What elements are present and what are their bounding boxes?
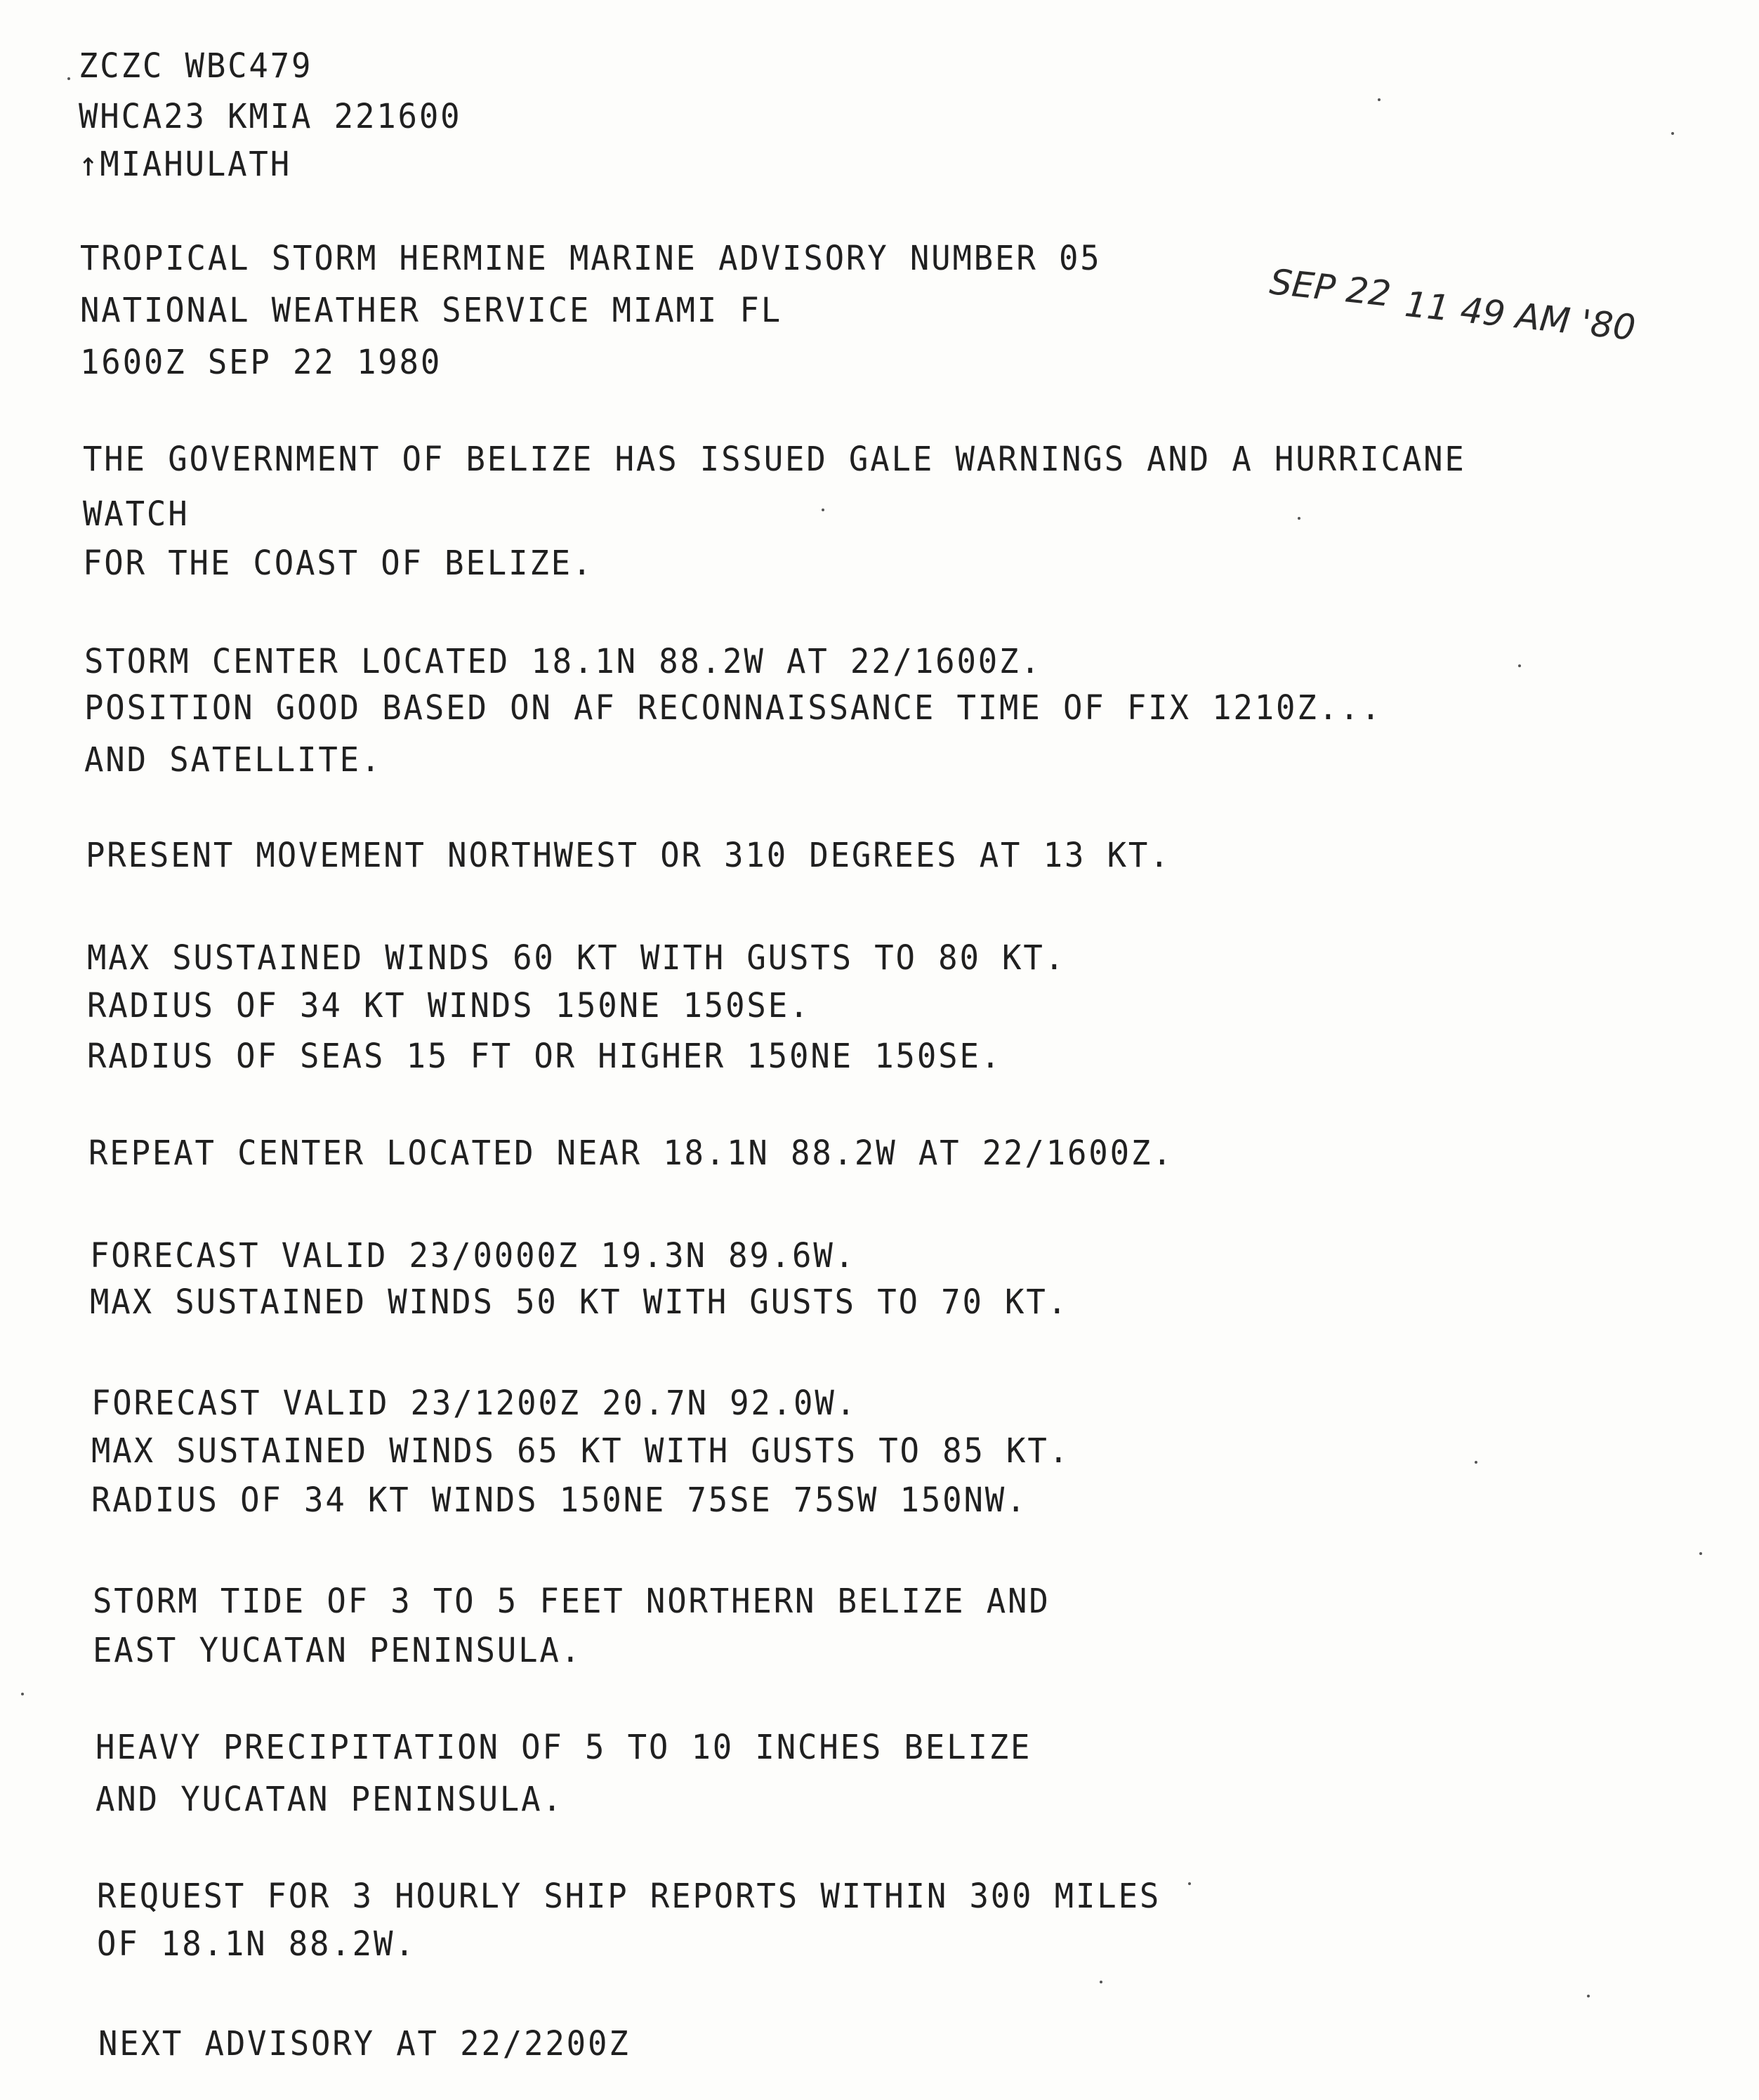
tide-line-1: STORM TIDE OF 3 TO 5 FEET NORTHERN BELIZE AND bbox=[93, 1582, 1050, 1621]
scan-speck bbox=[1671, 132, 1674, 135]
advisory-title: TROPICAL STORM HERMINE MARINE ADVISORY NUMBER 05 bbox=[80, 239, 1102, 278]
winds-line-2: RADIUS OF 34 KT WINDS 150NE 150SE. bbox=[87, 986, 811, 1025]
scan-speck bbox=[21, 1693, 24, 1695]
received-stamp-date: SEP 22 bbox=[1267, 261, 1393, 315]
scan-speck bbox=[822, 508, 824, 511]
repeat-line-1: REPEAT CENTER LOCATED NEAR 18.1N 88.2W AT 22/1600Z. bbox=[88, 1134, 1174, 1173]
header-line-1: ZCZC WBC479 bbox=[79, 46, 313, 86]
scan-speck bbox=[1475, 1461, 1477, 1464]
scan-speck bbox=[1699, 1552, 1702, 1555]
next-advisory-line: NEXT ADVISORY AT 22/2200Z bbox=[98, 2024, 631, 2063]
scan-speck bbox=[1298, 517, 1300, 520]
warnings-line-2: WATCH bbox=[83, 494, 190, 534]
header-line-3: ↑MIAHULATH bbox=[79, 145, 292, 184]
scan-speck bbox=[1518, 664, 1521, 667]
ship-reports-line-2: OF 18.1N 88.2W. bbox=[97, 1924, 416, 1964]
ship-reports-line-1: REQUEST FOR 3 HOURLY SHIP REPORTS WITHIN 300 MILES bbox=[97, 1877, 1161, 1916]
warnings-line-1: THE GOVERNMENT OF BELIZE HAS ISSUED GALE WARNINGS AND A HURRICANE bbox=[83, 440, 1466, 479]
precip-line-2: AND YUCATAN PENINSULA. bbox=[95, 1780, 564, 1819]
forecast2-line-2: MAX SUSTAINED WINDS 65 KT WITH GUSTS TO 85 KT. bbox=[91, 1431, 1070, 1471]
winds-line-3: RADIUS OF SEAS 15 FT OR HIGHER 150NE 150SE. bbox=[87, 1037, 1003, 1076]
scan-speck bbox=[67, 77, 70, 80]
tide-line-2: EAST YUCATAN PENINSULA. bbox=[93, 1631, 582, 1670]
forecast2-line-1: FORECAST VALID 23/1200Z 20.7N 92.0W. bbox=[91, 1384, 857, 1423]
header-line-2: WHCA23 KMIA 221600 bbox=[79, 97, 462, 136]
warnings-line-3: FOR THE COAST OF BELIZE. bbox=[83, 544, 594, 583]
issue-time: 1600Z SEP 22 1980 bbox=[80, 343, 442, 382]
issuing-office: NATIONAL WEATHER SERVICE MIAMI FL bbox=[80, 291, 783, 330]
forecast1-line-2: MAX SUSTAINED WINDS 50 KT WITH GUSTS TO 70 KT. bbox=[90, 1282, 1069, 1322]
center-line-3: AND SATELLITE. bbox=[84, 740, 383, 780]
scan-speck bbox=[1188, 1882, 1191, 1885]
scan-speck bbox=[1100, 1981, 1102, 1983]
scan-speck bbox=[1378, 98, 1381, 101]
movement-line-1: PRESENT MOVEMENT NORTHWEST OR 310 DEGREES AT 13 KT. bbox=[86, 836, 1171, 875]
received-stamp-time: 11 49 AM '80 bbox=[1402, 283, 1638, 349]
forecast2-line-3: RADIUS OF 34 KT WINDS 150NE 75SE 75SW 150NW. bbox=[91, 1481, 1028, 1520]
forecast1-line-1: FORECAST VALID 23/0000Z 19.3N 89.6W. bbox=[90, 1236, 856, 1275]
center-line-1: STORM CENTER LOCATED 18.1N 88.2W AT 22/1600Z. bbox=[84, 642, 1042, 681]
winds-line-1: MAX SUSTAINED WINDS 60 KT WITH GUSTS TO 80 KT. bbox=[87, 938, 1066, 978]
precip-line-1: HEAVY PRECIPITATION OF 5 TO 10 INCHES BELIZE bbox=[95, 1728, 1032, 1767]
scan-speck bbox=[1587, 1995, 1590, 1997]
center-line-2: POSITION GOOD BASED ON AF RECONNAISSANCE TIME OF FIX 1210Z... bbox=[84, 688, 1383, 728]
